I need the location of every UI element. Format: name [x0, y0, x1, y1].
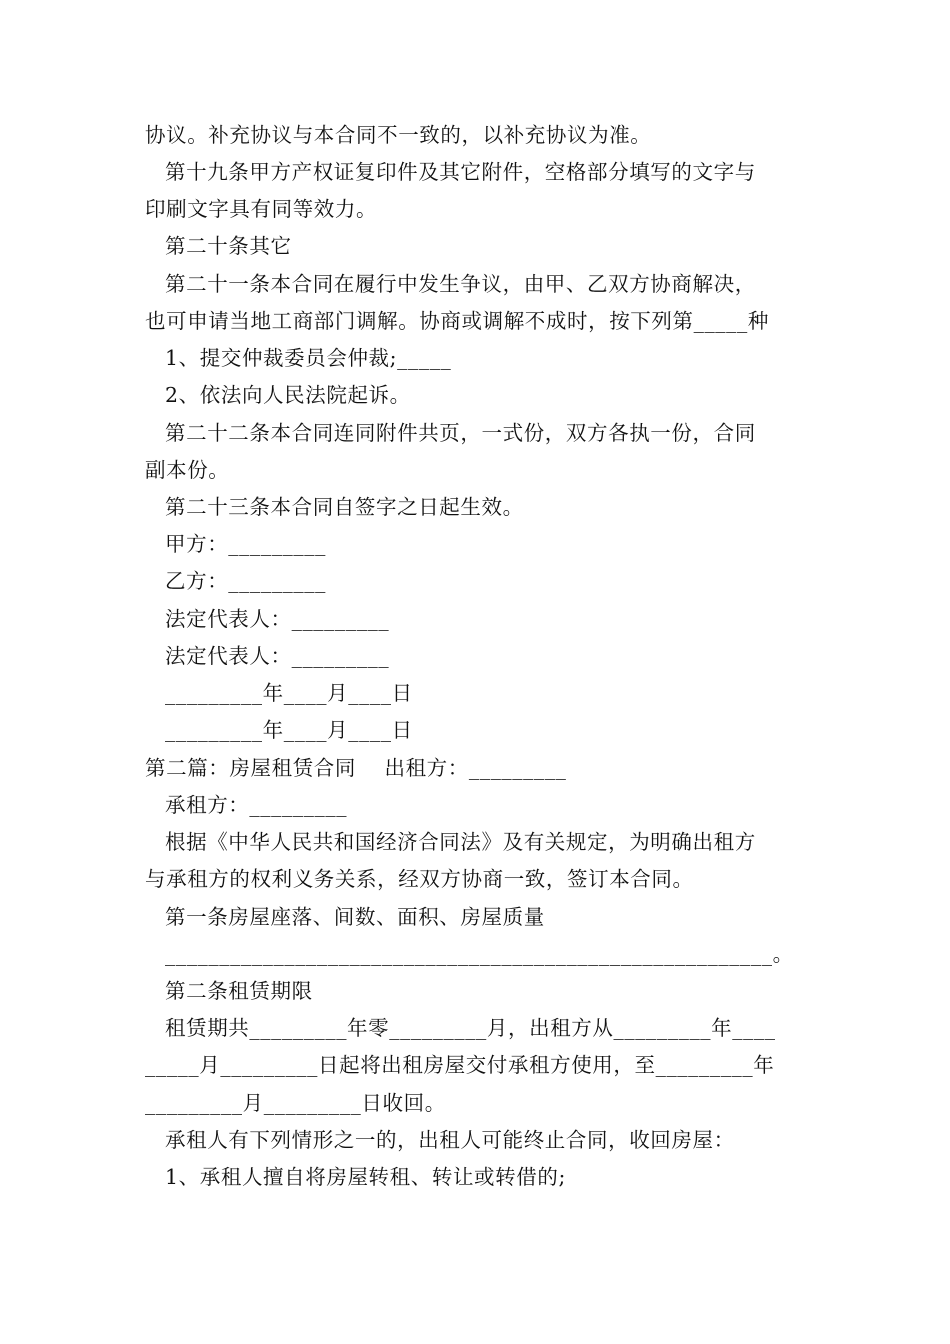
text-line: 第二十条其它: [165, 234, 292, 258]
text-line: 第二十一条本合同在履行中发生争议，由甲、乙双方协商解决，: [165, 272, 756, 296]
text-line: 第二十三条本合同自签字之日起生效。: [165, 495, 524, 519]
text-line: 第二十二条本合同连同附件共页，一式份，双方各执一份，合同: [165, 421, 756, 445]
text-line: 第二条租赁期限: [165, 979, 313, 1003]
text-line: 法定代表人：_________: [165, 644, 390, 668]
section-heading: 第二篇：房屋租赁合同 出租方：_________: [145, 756, 567, 780]
text-line: _________月_________日收回。: [145, 1091, 446, 1115]
text-line: _____月_________日起将出租房屋交付承租方使用，至_________年: [145, 1053, 775, 1077]
text-line: ________________________________________________________。: [165, 942, 794, 966]
text-line: _________年____月____日: [165, 681, 413, 705]
text-line: 也可申请当地工商部门调解。协商或调解不成时，按下列第_____种: [145, 309, 769, 333]
text-line: 与承租方的权利义务关系，经双方协商一致，签订本合同。: [145, 867, 694, 891]
text-line: 承租方：_________: [165, 793, 348, 817]
text-line: _________年____月____日: [165, 718, 413, 742]
text-line: 根据《中华人民共和国经济合同法》及有关规定，为明确出租方: [165, 830, 756, 854]
text-line: 乙方：_________: [165, 569, 326, 593]
text-line: 租赁期共_________年零_________月，出租方从_________年____: [165, 1016, 776, 1040]
text-line: 2、依法向人民法院起诉。: [165, 383, 411, 407]
text-line: 法定代表人：_________: [165, 607, 390, 631]
text-line: 副本份。: [145, 458, 230, 482]
text-line: 1、承租人擅自将房屋转租、转让或转借的;: [165, 1165, 566, 1189]
text-line: 印刷文字具有同等效力。: [145, 197, 378, 221]
text-line: 第一条房屋座落、间数、面积、房屋质量: [165, 905, 545, 929]
text-line: 第十九条甲方产权证复印件及其它附件，空格部分填写的文字与: [165, 160, 756, 184]
text-line: 协议。补充协议与本合同不一致的，以补充协议为准。: [145, 123, 652, 147]
text-line: 甲方：_________: [165, 532, 326, 556]
text-line: 1、提交仲裁委员会仲裁;_____: [165, 346, 452, 370]
text-line: 承租人有下列情形之一的，出租人可能终止合同，收回房屋：: [165, 1128, 735, 1152]
